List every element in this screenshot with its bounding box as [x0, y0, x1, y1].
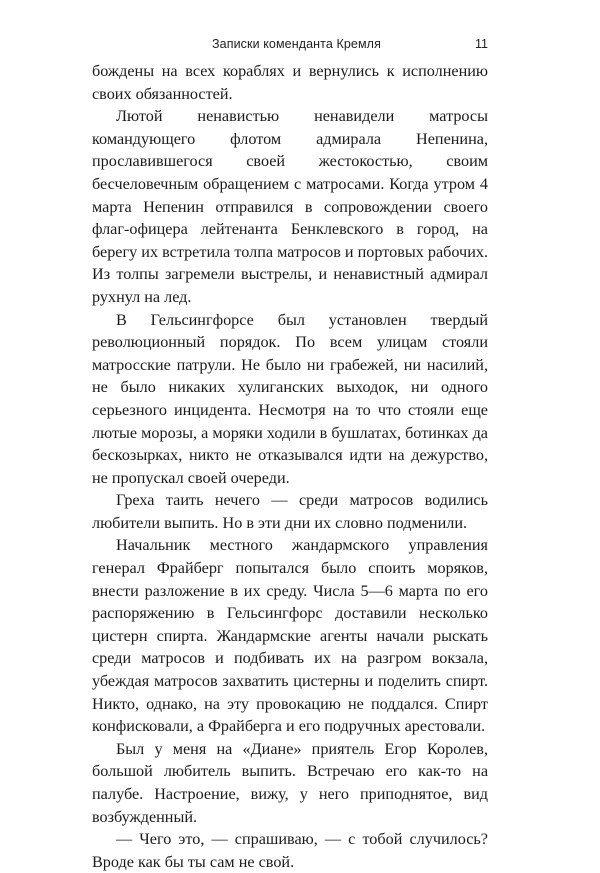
paragraph: бождены на всех кораблях и вернулись к исполнению своих обязанностей. [92, 62, 488, 103]
running-title: Записки коменданта Кремля [212, 37, 381, 51]
page-number: 11 [475, 37, 488, 51]
body-text [92, 60, 488, 873]
paragraph: — Чего это, — спрашиваю, — с тобой случилось? Вроде как бы ты сам не свой. [92, 830, 488, 871]
running-header [92, 37, 488, 55]
paragraph: Лютой ненавистью ненавидели матросы командующего флотом адмирала Непенина, прославившегося своей жестокостью, своим бесчеловечным обращением с матросами. Когда утром 4 марта Непенин отправился в сопровождении своего флаг-офицера лейтенанта Бенклевского в город, на берегу их встретила толпа матросов и портовых рабочих. Из толпы загремели выстрелы, и ненавистный адмирал рухнул на лед. [92, 107, 488, 306]
paragraph: Был у меня на «Диане» приятель Егор Королев, большой любитель выпить. Встречаю его как-то на палубе. Настроение, вижу, у него приподнятое, вид возбужденный. [92, 739, 488, 826]
paragraph: Начальник местного жандармского управления генерал Фрайберг попытался было споить моряков, внести разложение в их среду. Числа 5—6 марта по его распоряжению в Гельсингфорс доставили несколько цистерн спирта. Жандармские агенты начали рыскать среди матросов и подбивать их на разгром вокзала, убеждая матросов захватить цистерны и поделить спирт. Никто, однако, на эту провокацию не поддался. Спирт конфисковали, а Фрайберга и его подручных арестовали. [92, 536, 488, 736]
paragraph: Греха таить нечего — среди матросов водились любители выпить. Но в эти дни их словно подменили. [92, 491, 488, 532]
paragraph: В Гельсингфорсе был установлен твердый революционный порядок. По всем улицам стояли матросские патрули. Не было ни грабежей, ни насилий, не было никаких хулиганских выходок, ни одного серьезного инцидента. Несмотря на то что стояли еще лютые морозы, а моряки ходили в бушлатах, ботинках да бескозырках, никто не отказывался идти на дежурство, не пропускал своей очереди. [92, 310, 488, 487]
